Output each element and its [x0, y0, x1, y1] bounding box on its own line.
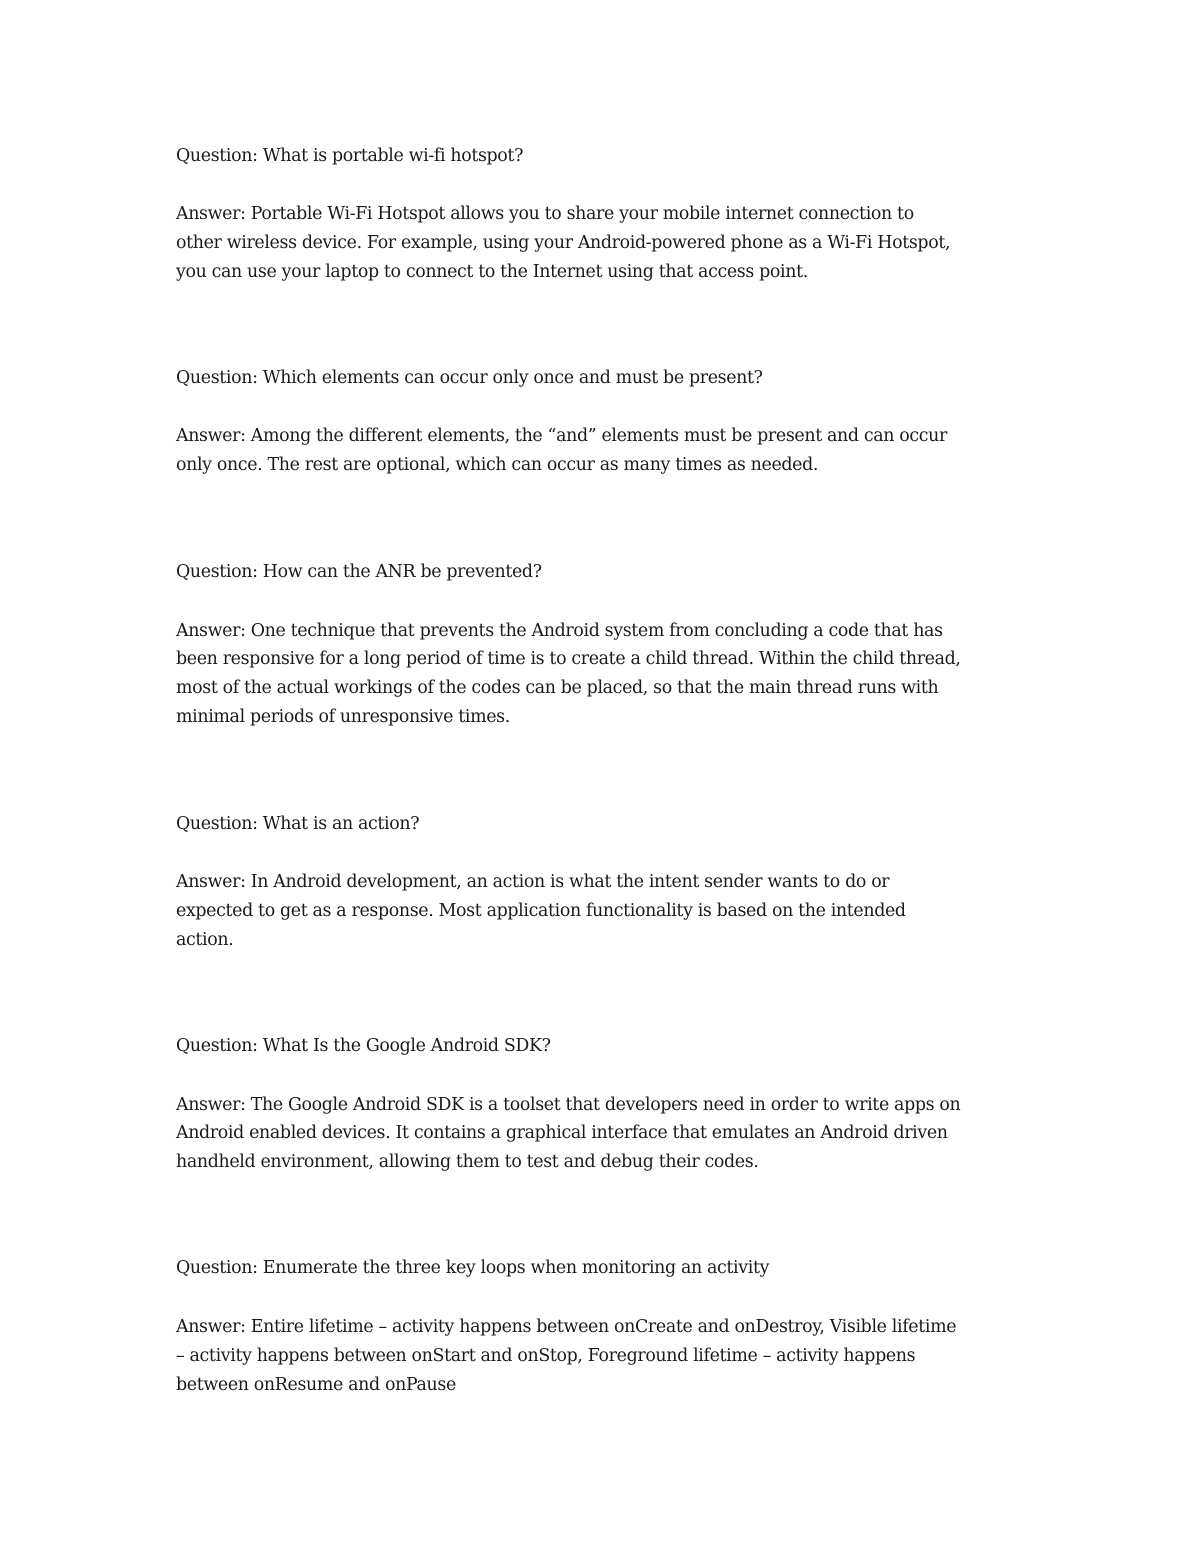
answer-1-line-2: other wireless device. For example, using your Android-powered phone as a Wi-Fi Hotspot, [176, 233, 951, 253]
answer-3-line-4: minimal periods of unresponsive times. [176, 707, 510, 727]
question-5: Question: What Is the Google Android SDK? [176, 1036, 551, 1056]
question-4: Question: What is an action? [176, 814, 420, 834]
answer-6-line-3: between onResume and onPause [176, 1375, 456, 1395]
answer-2-line-2: only once. The rest are optional, which can occur as many times as needed. [176, 455, 819, 475]
question-6: Question: Enumerate the three key loops when monitoring an activity [176, 1258, 770, 1278]
answer-1-line-3: you can use your laptop to connect to the Internet using that access point. [176, 262, 808, 282]
answer-5-line-1: Answer: The Google Android SDK is a toolset that developers need in order to write apps on [176, 1095, 961, 1115]
answer-5-line-3: handheld environment, allowing them to test and debug their codes. [176, 1152, 759, 1172]
answer-5-line-2: Android enabled devices. It contains a graphical interface that emulates an Android driven [176, 1123, 948, 1143]
answer-6-line-2: – activity happens between onStart and onStop, Foreground lifetime – activity happens [176, 1346, 916, 1366]
answer-2-line-1: Answer: Among the different elements, the “and” elements must be present and can occur [176, 426, 947, 446]
question-1: Question: What is portable wi-fi hotspot? [176, 146, 524, 166]
answer-4-line-3: action. [176, 930, 234, 950]
question-2: Question: Which elements can occur only once and must be present? [176, 368, 763, 388]
answer-3-line-3: most of the actual workings of the codes can be placed, so that the main thread runs with [176, 678, 939, 698]
answer-4-line-2: expected to get as a response. Most application functionality is based on the intended [176, 901, 906, 921]
answer-3-line-1: Answer: One technique that prevents the Android system from concluding a code that has [176, 621, 943, 641]
answer-4-line-1: Answer: In Android development, an action is what the intent sender wants to do or [176, 872, 890, 892]
question-3: Question: How can the ANR be prevented? [176, 562, 542, 582]
answer-1-line-1: Answer: Portable Wi-Fi Hotspot allows you to share your mobile internet connection to [176, 204, 914, 224]
answer-6-line-1: Answer: Entire lifetime – activity happens between onCreate and onDestroy, Visible lifetime [176, 1317, 957, 1337]
answer-3-line-2: been responsive for a long period of time is to create a child thread. Within the child thread, [176, 649, 961, 669]
